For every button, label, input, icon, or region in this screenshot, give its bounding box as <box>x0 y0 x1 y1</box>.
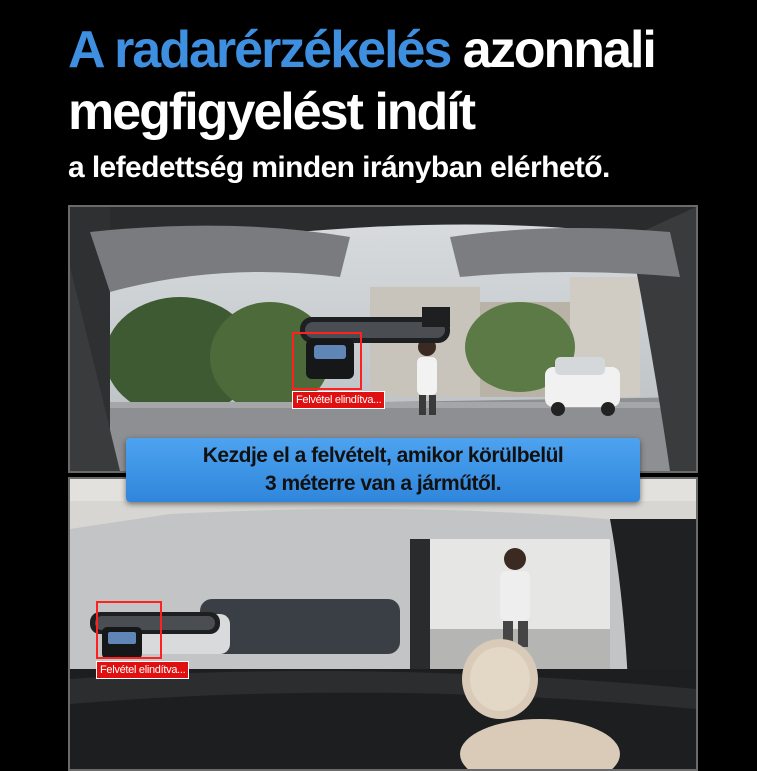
headline-line-2: megfigyelést indít <box>68 83 475 141</box>
recording-indicator-box <box>292 332 362 390</box>
recording-indicator-box <box>96 601 162 659</box>
headline-line-1-rest: azonnali <box>450 21 655 79</box>
side-view-scene <box>70 479 696 769</box>
headline-line-1 <box>68 22 655 78</box>
headline-accent: A radarérzékelés <box>68 21 451 79</box>
side-view-photo <box>68 477 698 771</box>
subheadline: a lefedettség minden irányban elérhető. <box>68 151 610 184</box>
front-view-photo <box>68 205 698 473</box>
front-view-scene <box>70 207 696 471</box>
recording-started-badge: Felvétel elindítva... <box>292 391 385 409</box>
banner-line-1: Kezdje el a felvételt, amikor körülbelül <box>202 444 564 467</box>
recording-started-badge: Felvétel elindítva... <box>96 661 189 679</box>
banner-line-2: 3 méterre van a járműtől. <box>264 472 502 495</box>
info-banner <box>126 438 640 502</box>
